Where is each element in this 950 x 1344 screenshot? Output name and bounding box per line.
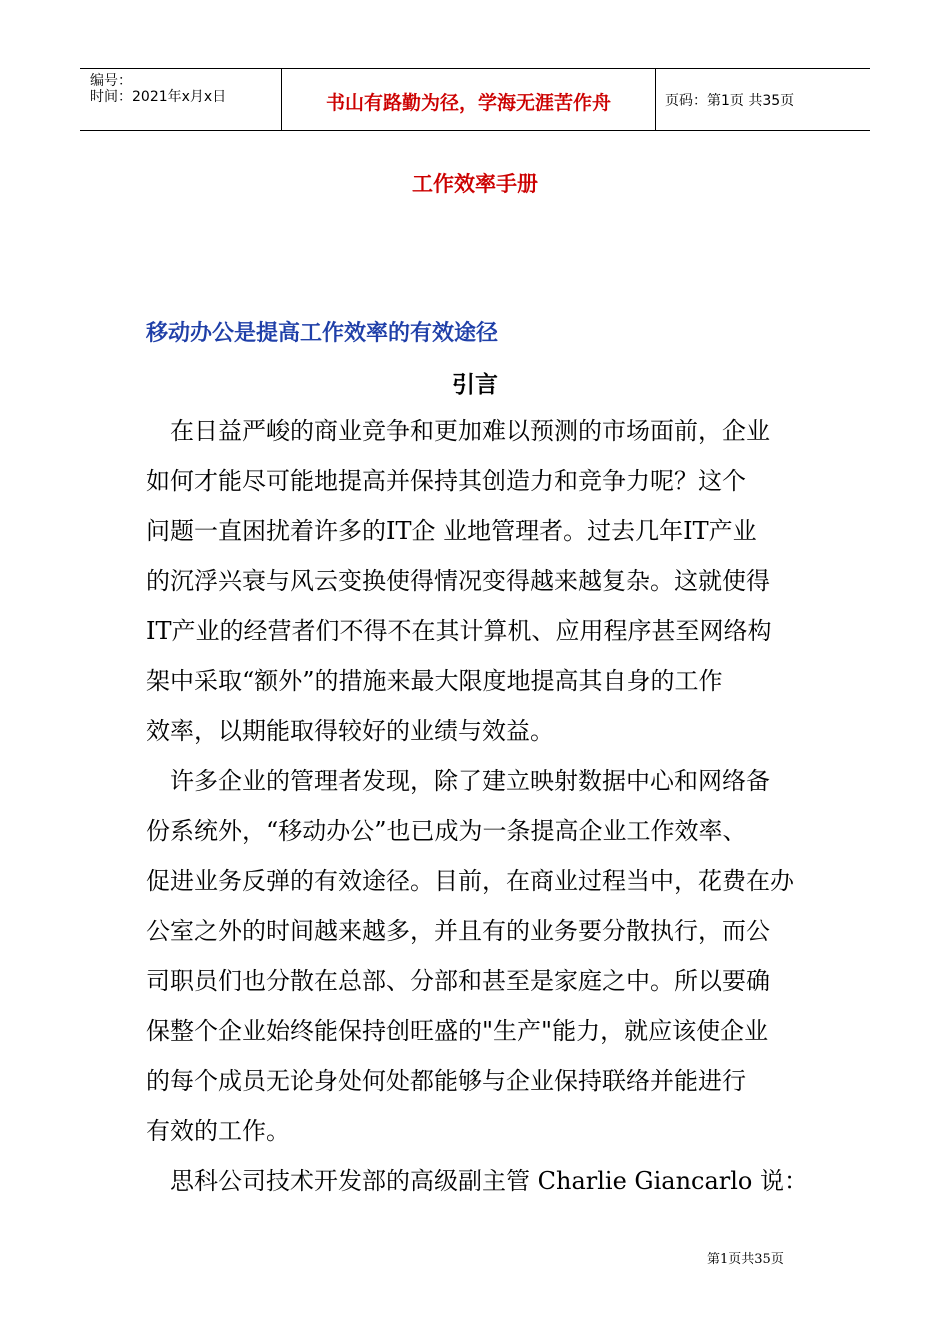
motto-text: 书山有路勤为径，学海无涯苦作舟 xyxy=(325,92,611,114)
body-line: 保整个企业始终能保持创旺盛的"生产"能力，就应该使企业 xyxy=(146,1017,769,1045)
body-line: 公室之外的时间越来越多，并且有的业务要分散执行，而公 xyxy=(146,917,770,945)
body-line: 的沉浮兴衰与风云变换使得情况变得越来越复杂。这就使得 xyxy=(146,567,770,595)
body-line: 在日益严峻的商业竞争和更加难以预测的市场面前，企业 xyxy=(146,417,770,445)
page-info: 页码：第1页 共35页 xyxy=(665,93,795,109)
section-title: 移动办公是提高工作效率的有效途径 xyxy=(146,321,499,346)
body-line: 思科公司技术开发部的高级副主管 Charlie Giancarlo 说： xyxy=(146,1167,809,1195)
page-header xyxy=(80,68,870,131)
body-line: 效率，以期能取得较好的业绩与效益。 xyxy=(146,717,554,745)
body-line: 有效的工作。 xyxy=(146,1117,290,1145)
body-line: 的每个成员无论身处何处都能够与企业保持联络并能进行 xyxy=(146,1067,746,1095)
document-title: 工作效率手册 xyxy=(412,172,538,196)
body-line: 许多企业的管理者发现，除了建立映射数据中心和网络备 xyxy=(146,767,770,795)
page-footer: 第1页共35页 xyxy=(707,1252,784,1267)
header-page-cell xyxy=(655,69,870,130)
intro-heading: 引言 xyxy=(452,372,498,398)
header-motto-cell xyxy=(281,69,656,130)
body-line: 促进业务反弹的有效途径。目前，在商业过程当中，花费在办 xyxy=(146,867,794,895)
body-line: 问题一直困扰着许多的IT企 业地管理者。过去几年IT产业 xyxy=(146,517,757,545)
body-line: 架中采取“额外”的措施来最大限度地提高其自身的工作 xyxy=(146,667,723,695)
body-line: IT产业的经营者们不得不在其计算机、应用程序甚至网络构 xyxy=(146,617,772,645)
header-meta-cell xyxy=(80,69,280,130)
number-label: 编号： xyxy=(90,73,132,89)
body-line: 份系统外，“移动办公”也已成为一条提高企业工作效率、 xyxy=(146,817,747,845)
date-label: 时间：2021年x月x日 xyxy=(90,89,227,105)
body-line: 如何才能尽可能地提高并保持其创造力和竞争力呢？这个 xyxy=(146,467,746,495)
body-line: 司职员们也分散在总部、分部和甚至是家庭之中。所以要确 xyxy=(146,967,770,995)
